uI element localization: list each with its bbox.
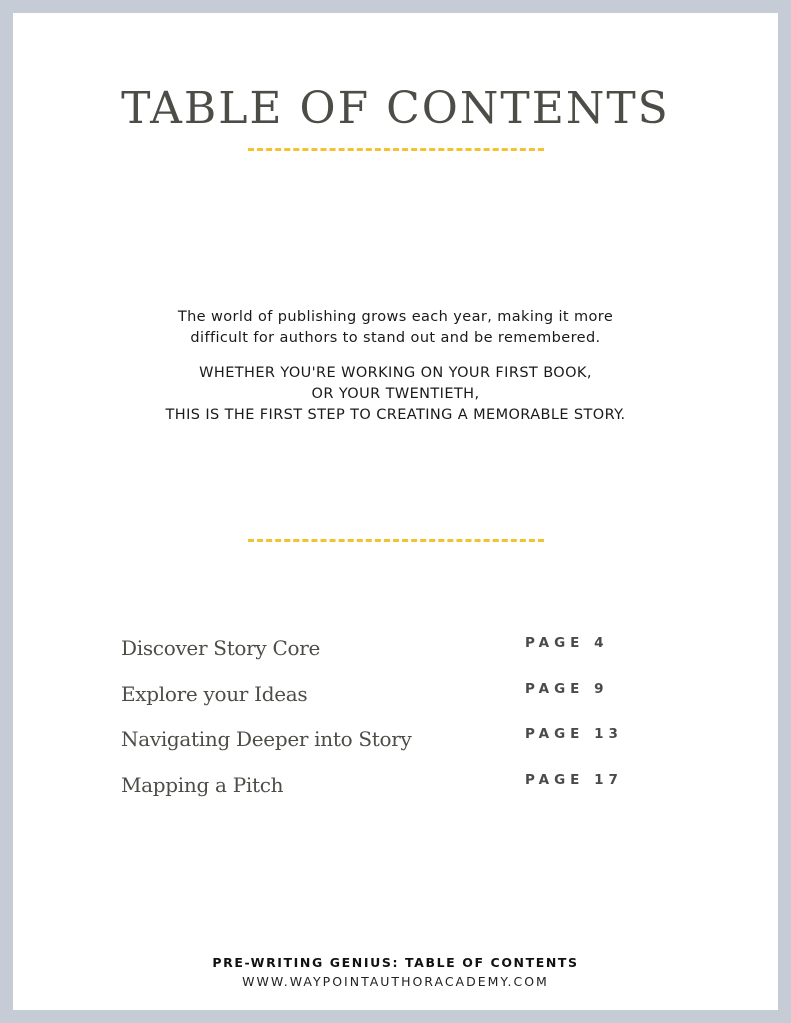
toc-entry-page: PAGE 17 <box>525 771 623 788</box>
page-title: TABLE OF CONTENTS <box>121 83 670 134</box>
toc-entry-title: Explore your Ideas <box>121 681 308 706</box>
toc-entry-title: Navigating Deeper into Story <box>121 727 412 751</box>
toc-list <box>121 633 641 815</box>
intro-tagline: WHETHER YOU'RE WORKING ON YOUR FIRST BOOK, OR YOUR TWENTIETH, THIS IS THE FIRST STEP TO CREATING A MEMORABLE STORY. <box>165 365 626 423</box>
toc-entry[interactable] <box>121 633 641 679</box>
toc-entry-title: Mapping a Pitch <box>121 772 284 797</box>
toc-entry[interactable] <box>121 724 641 770</box>
top-dashed-divider <box>248 148 544 151</box>
toc-entry-page: PAGE 4 <box>525 635 609 651</box>
footer-url-link[interactable]: WWW.WAYPOINTAUTHORACADEMY.COM <box>242 974 549 989</box>
document-page <box>13 13 778 1010</box>
toc-entry-page: PAGE 9 <box>525 680 609 697</box>
middle-dashed-divider <box>248 539 544 542</box>
toc-entry[interactable] <box>121 770 641 816</box>
intro-paragraph: The world of publishing grows each year, making it more difficult for authors to stand out and be remembered. <box>177 309 614 346</box>
toc-entry-title: Discover Story Core <box>121 636 321 660</box>
page-footer <box>13 954 778 992</box>
toc-entry[interactable] <box>121 679 641 725</box>
footer-title: PRE-WRITING GENIUS: TABLE OF CONTENTS <box>212 955 579 970</box>
intro-text <box>13 307 778 426</box>
toc-entry-page: PAGE 13 <box>525 726 623 742</box>
